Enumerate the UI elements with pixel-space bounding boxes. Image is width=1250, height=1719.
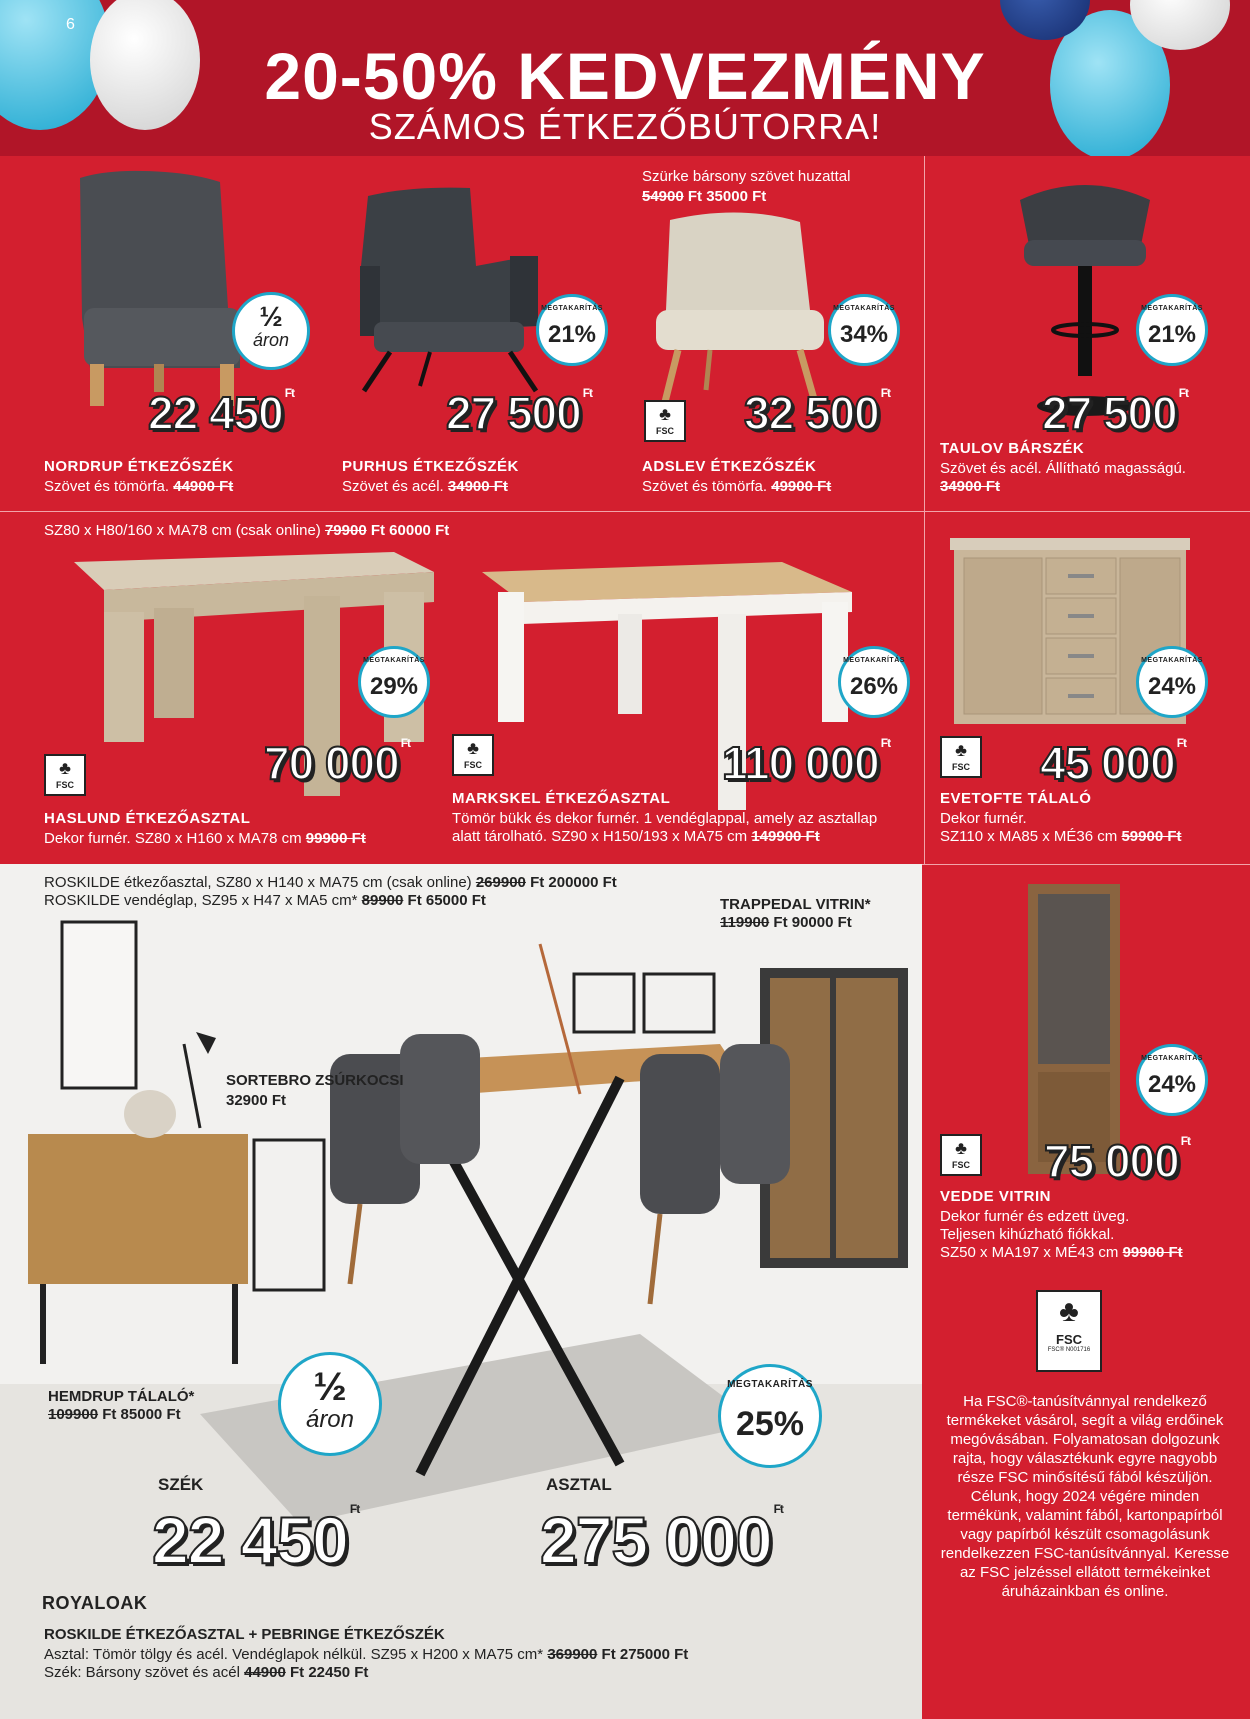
page-title: 20-50% KEDVEZMÉNY	[264, 39, 986, 113]
taulov-name: TAULOV BÁRSZÉK	[940, 440, 1085, 457]
markskel-desc-2: alatt tárolható. SZ90 x H150/193 x MA75 cm 149900 Ft	[452, 828, 820, 845]
adslev-variant-title: Szürke bársony szövet huzattal	[642, 168, 851, 185]
haslund-desc: Dekor furnér. SZ80 x H160 x MA78 cm 99900 Ft	[44, 830, 366, 847]
purhus-price: 27 500 $^{Ft}$	[446, 386, 593, 439]
lifestyle-photo	[0, 864, 922, 1719]
room-scene-image	[0, 864, 922, 1719]
nordrup-price: 22 450 $^{Ft}$	[148, 386, 295, 439]
bundle-table-line: Asztal: Tömör tölgy és acél. Vendéglapok nélkül. SZ95 x H200 x MA75 cm* 369900 Ft 275000 Ft	[44, 1646, 689, 1663]
divider-row2	[924, 511, 925, 864]
divider-row1	[924, 156, 925, 511]
markskel-name: MARKSKEL ÉTKEZŐASZTAL	[452, 790, 671, 807]
vedde-discount-badge: MEGTAKARÍTÁS 24%	[1136, 1044, 1208, 1116]
evetofte-desc-2: SZ110 x MA85 x MÉ36 cm 59900 Ft	[940, 828, 1182, 845]
adslev-desc: Szövet és tömörfa. 49900 Ft	[642, 478, 832, 495]
fsc-large-logo: ♣ FSC FSC® N001716	[1036, 1290, 1102, 1372]
taulov-desc: Szövet és acél. Állítható magasságú.	[940, 460, 1186, 477]
hemdrup-name: HEMDRUP TÁLALÓ*	[48, 1388, 195, 1405]
evetofte-fsc-logo: ♣ FSC	[940, 736, 982, 778]
table-discount-badge: MEGTAKARÍTÁS 25%	[718, 1364, 822, 1468]
hemdrup-price: 109900 Ft 85000 Ft	[48, 1406, 181, 1423]
haslund-discount-badge: MEGTAKARÍTÁS 29%	[358, 646, 430, 718]
haslund-price: 70 000 $^{Ft}$	[264, 736, 411, 789]
markskel-price: 110 000 $^{Ft}$	[722, 736, 891, 789]
adslev-variant-price: 54900 Ft 35000 Ft	[642, 188, 767, 205]
purhus-discount-badge: MEGTAKARÍTÁS 21%	[536, 294, 608, 366]
purhus-name: PURHUS ÉTKEZŐSZÉK	[342, 458, 519, 475]
roskilde-leaf-line: ROSKILDE vendéglap, SZ95 x H47 x MA5 cm* 89900 Ft 65000 Ft	[44, 892, 486, 909]
vedde-price: 75 000 $^{Ft}$	[1044, 1134, 1191, 1187]
sortebro-name: SORTEBRO ZSÚRKOCSI	[226, 1072, 404, 1089]
vedde-vitrine-image	[1026, 884, 1122, 1174]
evetofte-desc-1: Dekor furnér.	[940, 810, 1027, 827]
trappedal-name: TRAPPEDAL VITRIN*	[720, 896, 871, 913]
table-price: 275 000 $^{Ft}$	[540, 1502, 783, 1577]
chair-price: 22 450 $^{Ft}$	[152, 1502, 360, 1577]
evetofte-price: 45 000 $^{Ft}$	[1040, 736, 1187, 789]
haslund-name: HASLUND ÉTKEZŐASZTAL	[44, 810, 251, 827]
bundle-name: ROSKILDE ÉTKEZŐASZTAL + PEBRINGE ÉTKEZŐSZÉK	[44, 1626, 445, 1643]
vedde-desc-2: Teljesen kihúzható fiókkal.	[940, 1226, 1115, 1243]
adslev-discount-badge: MEGTAKARÍTÁS 34%	[828, 294, 900, 366]
taulov-discount-badge: MEGTAKARÍTÁS 21%	[1136, 294, 1208, 366]
sortebro-price: 32900 Ft	[226, 1092, 287, 1109]
fsc-info-text: Ha FSC®-tanúsítvánnyal rendelkező termékeket vásárol, segít a világ erdőinek megóvásában. Folyamatosan dolgozunk rajta, hogy választékunk egyre nagyobb része FSC minősítésű fából készüljön. Célunk, hogy 2024 végére minden termékünk, valamint fából, kartonpapírból vagy papírból készült csomagolásunk rendelkezzen FSC-tanúsítvánnyal. Keresse az FSC jelzéssel ellátott termékeinket áruházainkban és online.	[940, 1393, 1230, 1600]
taulov-barstool-image	[1010, 180, 1160, 420]
table-label: ASZTAL	[546, 1475, 612, 1494]
haslund-online-note: SZ80 x H80/160 x MA78 cm (csak online) 79900 Ft 60000 Ft	[44, 522, 450, 539]
page-number: 6	[66, 16, 75, 33]
nordrup-desc: Szövet és tömörfa. 44900 Ft	[44, 478, 234, 495]
adslev-chair-image	[650, 210, 830, 406]
haslund-fsc-logo: ♣ FSC	[44, 754, 86, 796]
adslev-fsc-logo: ♣ FSC	[644, 400, 686, 442]
markskel-fsc-logo: ♣ FSC	[452, 734, 494, 776]
header-banner	[0, 0, 1250, 156]
purhus-chair-image	[350, 186, 550, 396]
purhus-desc: Szövet és acél. 34900 Ft	[342, 478, 508, 495]
chair-half-price-badge: ½ áron	[278, 1352, 382, 1456]
royaloak-logo: ROYALOAK	[42, 1593, 148, 1613]
vedde-name: VEDDE VITRIN	[940, 1188, 1052, 1205]
nordrup-name: NORDRUP ÉTKEZŐSZÉK	[44, 458, 234, 475]
page-subtitle: SZÁMOS ÉTKEZŐBÚTORRA!	[368, 106, 882, 147]
nordrup-chair-image	[70, 168, 260, 408]
vedde-desc-3: SZ50 x MA197 x MÉ43 cm 99900 Ft	[940, 1244, 1183, 1261]
nordrup-half-price-badge: ½ áron	[232, 292, 310, 370]
adslev-price: 32 500 $^{Ft}$	[744, 386, 891, 439]
adslev-name: ADSLEV ÉTKEZŐSZÉK	[642, 458, 817, 475]
evetofte-discount-badge: MEGTAKARÍTÁS 24%	[1136, 646, 1208, 718]
roskilde-table-line: ROSKILDE étkezőasztal, SZ80 x H140 x MA75 cm (csak online) 269900 Ft 200000 Ft	[44, 874, 617, 891]
chair-label: SZÉK	[158, 1475, 204, 1494]
markskel-discount-badge: MEGTAKARÍTÁS 26%	[838, 646, 910, 718]
vedde-fsc-logo: ♣ FSC	[940, 1134, 982, 1176]
taulov-price: 27 500 $^{Ft}$	[1042, 386, 1189, 439]
trappedal-price: 119900 Ft 90000 Ft	[720, 914, 852, 931]
taulov-old-price: 34900 Ft	[940, 478, 1001, 495]
bundle-chair-line: Szék: Bársony szövet és acél 44900 Ft 22450 Ft	[44, 1664, 369, 1681]
markskel-desc-1: Tömör bükk és dekor furnér. 1 vendéglappal, amely az asztallap	[452, 810, 878, 827]
evetofte-name: EVETOFTE TÁLALÓ	[940, 790, 1092, 807]
vedde-desc-1: Dekor furnér és edzett üveg.	[940, 1208, 1130, 1225]
divider-h1	[0, 511, 1250, 512]
